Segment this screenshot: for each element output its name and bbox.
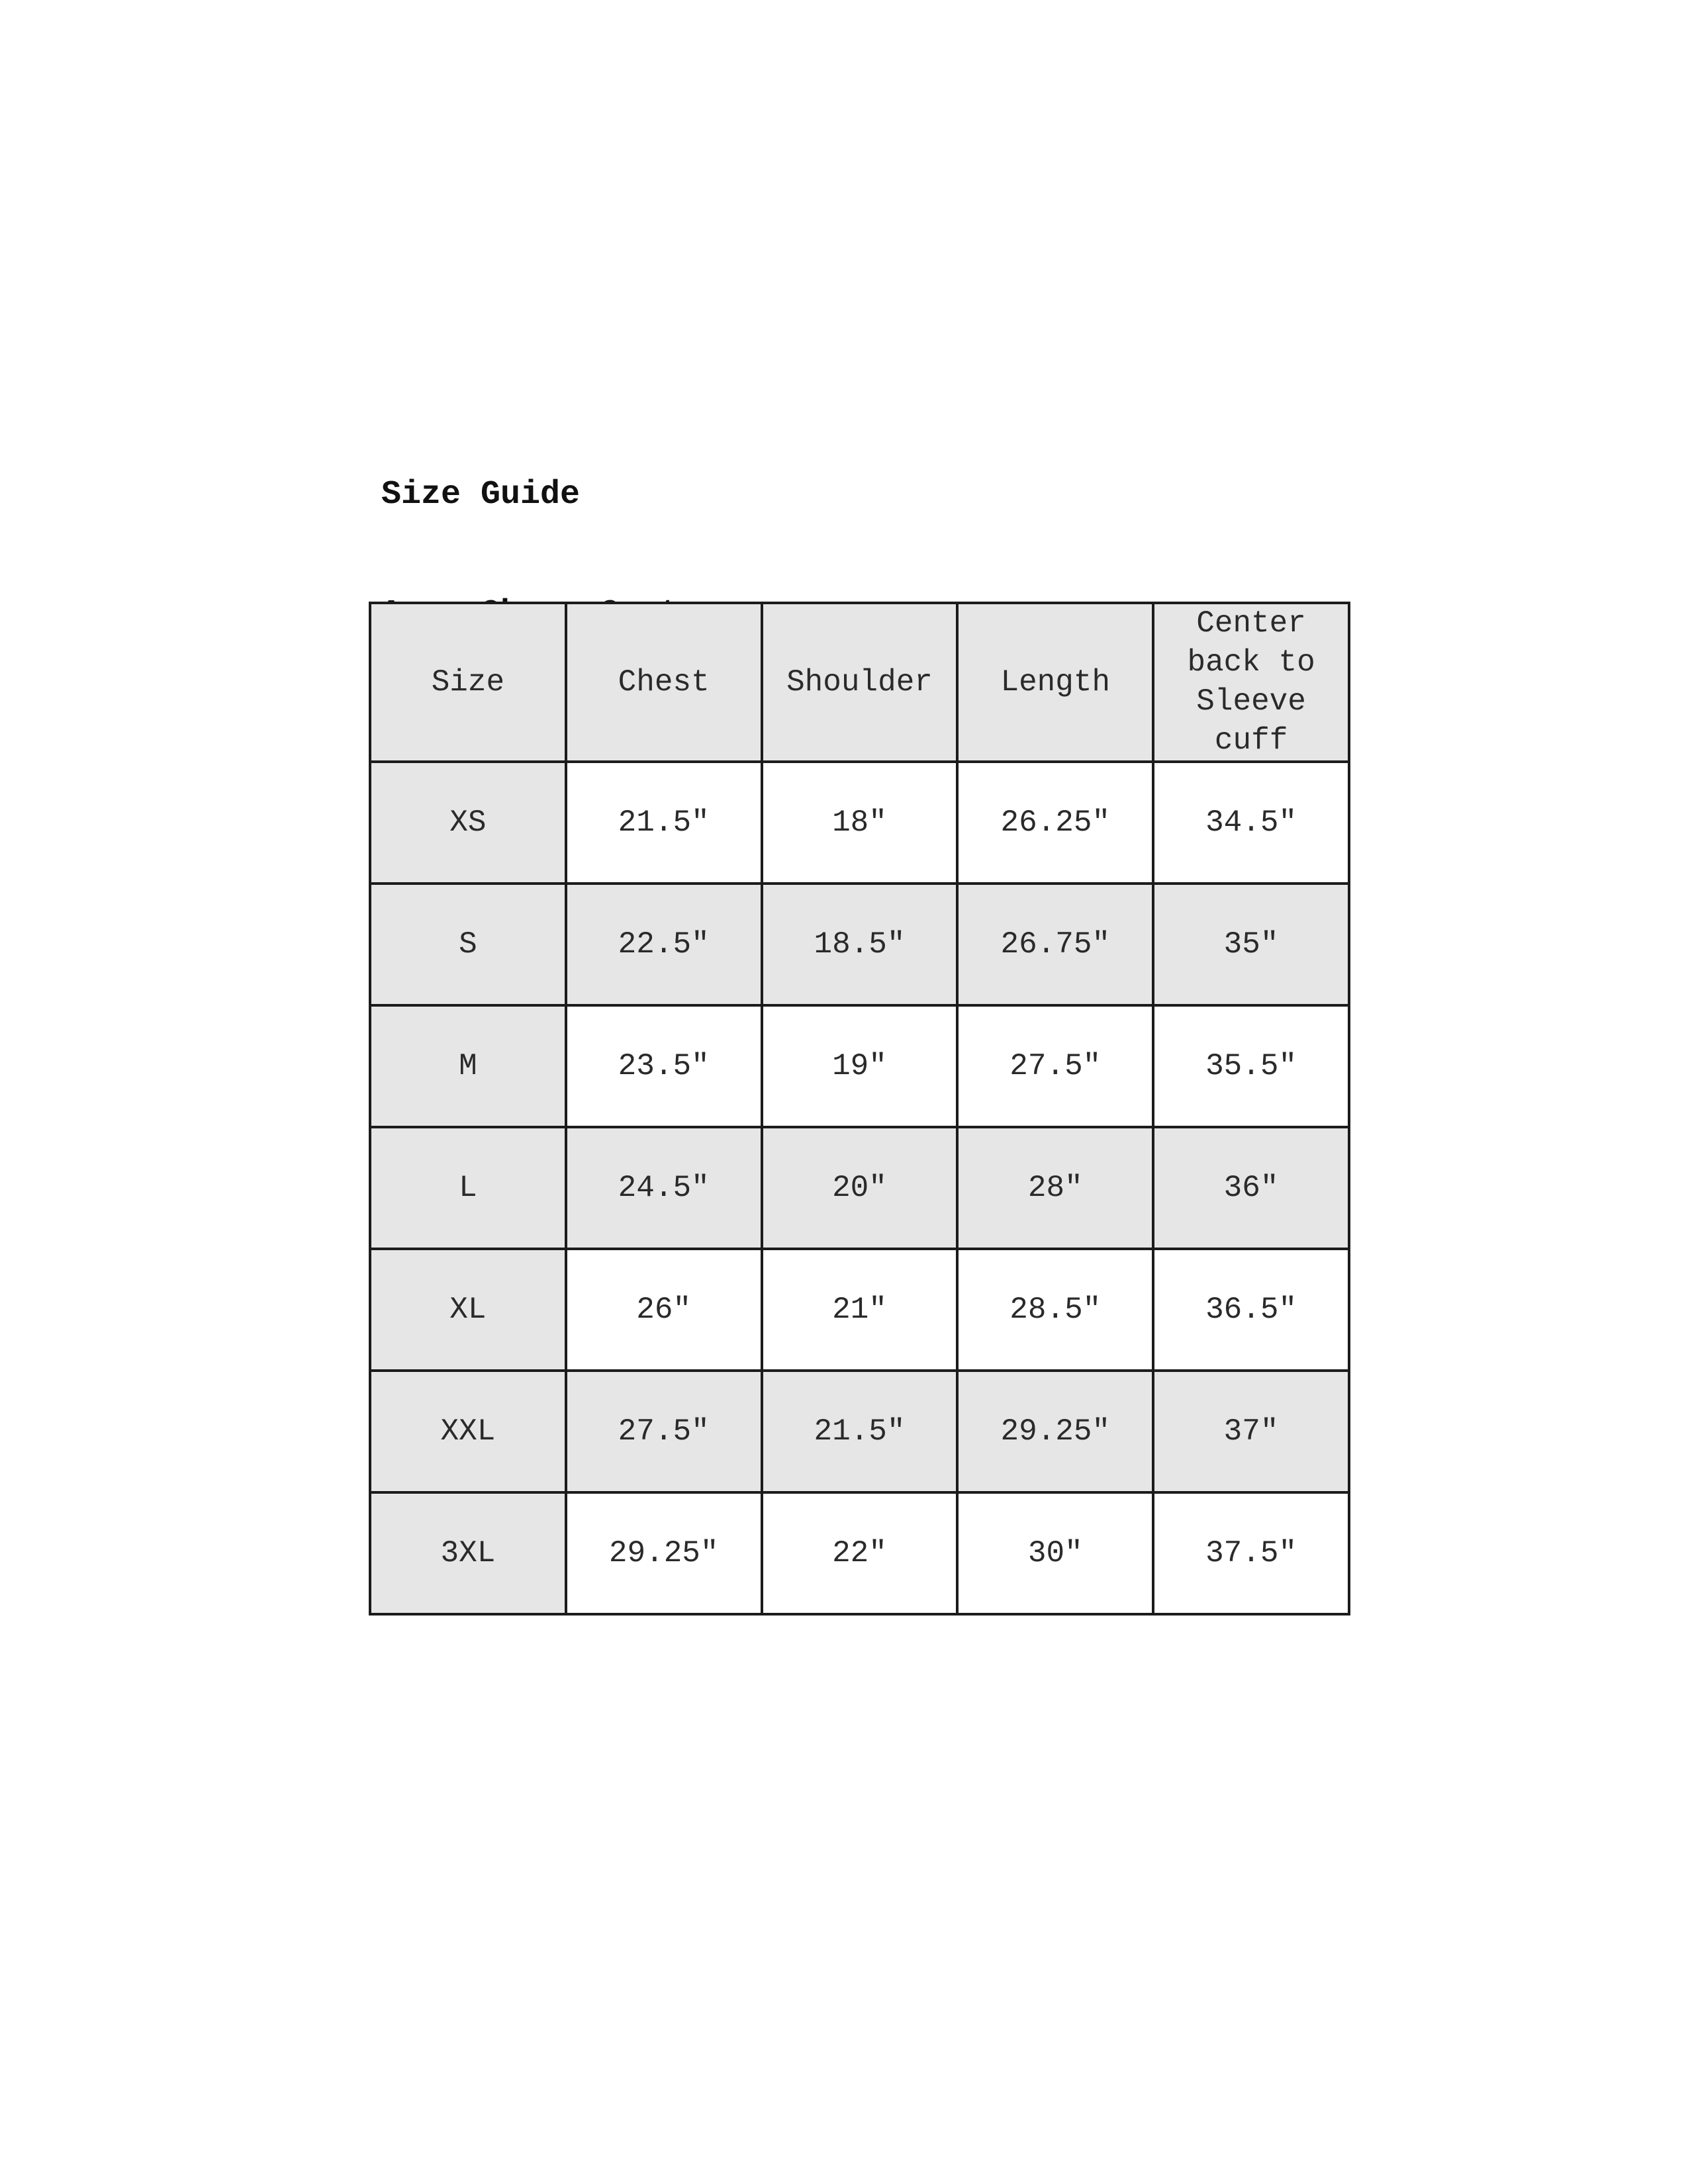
header-shoulder: Shoulder (762, 603, 958, 762)
shoulder-cell: 20″ (762, 1127, 958, 1249)
size-cell: XS (370, 762, 566, 884)
sleeve-cell: 36.5″ (1153, 1249, 1349, 1371)
size-cell: 3XL (370, 1492, 566, 1614)
header-length: Length (957, 603, 1153, 762)
length-cell: 30″ (957, 1492, 1153, 1614)
shoulder-cell: 22″ (762, 1492, 958, 1614)
sleeve-cell: 34.5″ (1153, 762, 1349, 884)
sleeve-cell: 35.5″ (1153, 1005, 1349, 1127)
size-cell: L (370, 1127, 566, 1249)
chest-cell: 24.5″ (566, 1127, 762, 1249)
header-chest: Chest (566, 603, 762, 762)
shoulder-cell: 19″ (762, 1005, 958, 1127)
size-cell: M (370, 1005, 566, 1127)
chest-cell: 29.25″ (566, 1492, 762, 1614)
table-row (370, 762, 1349, 884)
table-row (370, 1005, 1349, 1127)
size-table (369, 602, 1350, 1615)
sleeve-cell: 36″ (1153, 1127, 1349, 1249)
length-cell: 26.25″ (957, 762, 1153, 884)
shoulder-cell: 18.5″ (762, 884, 958, 1005)
length-cell: 28.5″ (957, 1249, 1153, 1371)
size-cell: S (370, 884, 566, 1005)
sleeve-cell: 35″ (1153, 884, 1349, 1005)
size-cell: XL (370, 1249, 566, 1371)
header-size: Size (370, 603, 566, 762)
table-row (370, 1249, 1349, 1371)
table-row (370, 1127, 1349, 1249)
table-header-row (370, 603, 1349, 762)
table-row (370, 884, 1349, 1005)
length-cell: 26.75″ (957, 884, 1153, 1005)
chest-cell: 26″ (566, 1249, 762, 1371)
sleeve-cell: 37.5″ (1153, 1492, 1349, 1614)
table-row (370, 1492, 1349, 1614)
length-cell: 27.5″ (957, 1005, 1153, 1127)
sleeve-cell: 37″ (1153, 1371, 1349, 1492)
shoulder-cell: 18″ (762, 762, 958, 884)
shoulder-cell: 21″ (762, 1249, 958, 1371)
chest-cell: 23.5″ (566, 1005, 762, 1127)
document-title: Size Guide (381, 476, 581, 514)
chest-cell: 21.5″ (566, 762, 762, 884)
chest-cell: 22.5″ (566, 884, 762, 1005)
table-row (370, 1371, 1349, 1492)
size-cell: XXL (370, 1371, 566, 1492)
shoulder-cell: 21.5″ (762, 1371, 958, 1492)
header-sleeve: Center back to Sleeve cuff (1153, 603, 1349, 762)
length-cell: 28″ (957, 1127, 1153, 1249)
chest-cell: 27.5″ (566, 1371, 762, 1492)
length-cell: 29.25″ (957, 1371, 1153, 1492)
